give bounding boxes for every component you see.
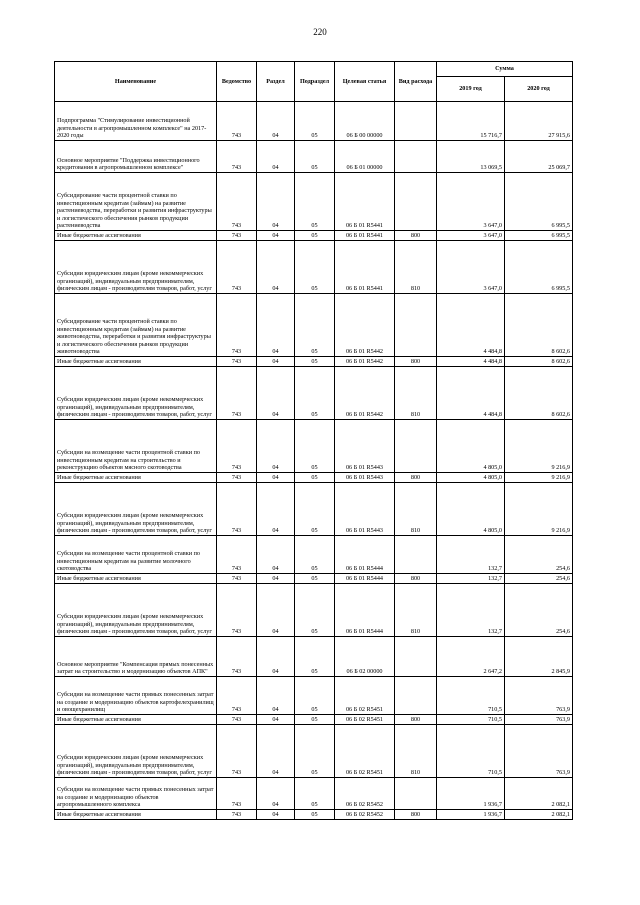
row-2020: 25 069,7: [505, 141, 573, 173]
row-subsection: 05: [295, 102, 335, 141]
row-name: Субсидирование части процентной ставки по инвестиционным кредитам (займам) на развитие животноводства, переработки и развития инфраструктуры и логистического обеспечения рынков продукции животноводства: [55, 294, 217, 357]
row-2019: 13 069,5: [437, 141, 505, 173]
row-dept: 743: [217, 637, 257, 677]
row-section: 04: [257, 141, 295, 173]
row-section: 04: [257, 420, 295, 473]
row-2020: 763,9: [505, 725, 573, 778]
row-2020: 9 216,9: [505, 473, 573, 483]
header-2019: 2019 год: [437, 77, 505, 102]
row-section: 04: [257, 231, 295, 241]
row-name: Субсидии на возмещение части прямых понесенных затрат на создание и модернизацию объектов агропромышленного комплекса: [55, 778, 217, 810]
row-2020: 6 995,5: [505, 231, 573, 241]
row-expense: [395, 778, 437, 810]
row-expense: [395, 536, 437, 574]
row-section: 04: [257, 536, 295, 574]
row-2020: 254,6: [505, 574, 573, 584]
row-2020: 254,6: [505, 584, 573, 637]
row-subsection: 05: [295, 483, 335, 536]
row-name: Субсидии юридическим лицам (кроме некоммерческих организаций), индивидуальным предпринимателям, физическим лицам - производителям товаров, работ, услуг: [55, 584, 217, 637]
row-section: 04: [257, 725, 295, 778]
row-dept: 743: [217, 778, 257, 810]
row-2019: 132,7: [437, 536, 505, 574]
row-subsection: 05: [295, 584, 335, 637]
row-2019: 4 484,8: [437, 294, 505, 357]
row-target: 06 Б 01 R5443: [335, 473, 395, 483]
row-expense: 800: [395, 473, 437, 483]
row-subsection: 05: [295, 778, 335, 810]
budget-table: [54, 61, 573, 820]
row-dept: 743: [217, 241, 257, 294]
row-2019: 1 936,7: [437, 810, 505, 820]
row-dept: 743: [217, 584, 257, 637]
row-expense: 800: [395, 715, 437, 725]
row-expense: [395, 173, 437, 231]
row-2019: 4 484,8: [437, 357, 505, 367]
row-name: Иные бюджетные ассигнования: [55, 357, 217, 367]
row-expense: 810: [395, 483, 437, 536]
row-name: Иные бюджетные ассигнования: [55, 473, 217, 483]
row-subsection: 05: [295, 241, 335, 294]
header-target: Целевая статья: [335, 62, 395, 102]
row-dept: 743: [217, 294, 257, 357]
row-expense: [395, 294, 437, 357]
row-name: Субсидирование части процентной ставки по инвестиционным кредитам (займам) на развитие растениеводства, переработки и развития инфраструктуры и логистического обеспечения рынков продукции растениеводства: [55, 173, 217, 231]
row-2019: 15 716,7: [437, 102, 505, 141]
page-number: 220: [313, 27, 327, 37]
row-dept: 743: [217, 483, 257, 536]
row-dept: 743: [217, 574, 257, 584]
row-2020: 9 216,9: [505, 420, 573, 473]
row-2020: 763,9: [505, 715, 573, 725]
row-subsection: 05: [295, 231, 335, 241]
row-2019: 4 805,0: [437, 420, 505, 473]
row-expense: 800: [395, 574, 437, 584]
row-section: 04: [257, 473, 295, 483]
row-subsection: 05: [295, 810, 335, 820]
row-section: 04: [257, 637, 295, 677]
row-dept: 743: [217, 715, 257, 725]
row-2019: 3 647,0: [437, 173, 505, 231]
row-dept: 743: [217, 677, 257, 715]
row-dept: 743: [217, 536, 257, 574]
row-name: Подпрограмма "Стимулирование инвестиционной деятельности в агропромышленном комплексе" на 2017-2020 годы: [55, 102, 217, 141]
row-target: 06 Б 00 00000: [335, 102, 395, 141]
row-target: 06 Б 01 R5442: [335, 367, 395, 420]
row-2020: 6 995,5: [505, 241, 573, 294]
row-2020: 8 602,6: [505, 367, 573, 420]
row-2019: 3 647,0: [437, 241, 505, 294]
row-2020: 9 216,9: [505, 483, 573, 536]
row-subsection: 05: [295, 473, 335, 483]
row-2020: 8 602,6: [505, 357, 573, 367]
row-target: 06 Б 01 R5442: [335, 294, 395, 357]
row-dept: 743: [217, 102, 257, 141]
row-target: 06 Б 01 R5443: [335, 483, 395, 536]
row-subsection: 05: [295, 420, 335, 473]
row-section: 04: [257, 677, 295, 715]
row-section: 04: [257, 584, 295, 637]
row-section: 04: [257, 294, 295, 357]
row-expense: 800: [395, 810, 437, 820]
row-target: 06 Б 01 R5441: [335, 173, 395, 231]
row-target: 06 Б 01 R5441: [335, 231, 395, 241]
row-section: 04: [257, 715, 295, 725]
row-dept: 743: [217, 810, 257, 820]
row-name: Иные бюджетные ассигнования: [55, 810, 217, 820]
row-name: Субсидии юридическим лицам (кроме некоммерческих организаций), индивидуальным предпринимателям, физическим лицам - производителям товаров, работ, услуг: [55, 367, 217, 420]
row-subsection: 05: [295, 536, 335, 574]
row-subsection: 05: [295, 294, 335, 357]
row-name: Субсидии юридическим лицам (кроме некоммерческих организаций), индивидуальным предпринимателям, физическим лицам - производителям товаров, работ, услуг: [55, 241, 217, 294]
row-2019: 4 805,0: [437, 483, 505, 536]
row-2019: 132,7: [437, 574, 505, 584]
row-2020: 27 915,6: [505, 102, 573, 141]
row-expense: [395, 102, 437, 141]
header-expense: Вид расхода: [395, 62, 437, 102]
row-subsection: 05: [295, 173, 335, 231]
row-expense: [395, 420, 437, 473]
row-name: Субсидии на возмещение части процентной ставки по инвестиционным кредитам на строительство и реконструкцию объектов мясного скотоводства: [55, 420, 217, 473]
row-name: Субсидии юридическим лицам (кроме некоммерческих организаций), индивидуальным предпринимателям, физическим лицам - производителям товаров, работ, услуг: [55, 483, 217, 536]
row-2020: 2 082,1: [505, 778, 573, 810]
row-target: 06 Б 01 R5443: [335, 420, 395, 473]
row-section: 04: [257, 241, 295, 294]
row-dept: 743: [217, 420, 257, 473]
row-2019: 710,5: [437, 725, 505, 778]
row-2020: 254,6: [505, 536, 573, 574]
row-2019: 710,5: [437, 677, 505, 715]
row-subsection: 05: [295, 141, 335, 173]
row-target: 06 Б 02 R5452: [335, 778, 395, 810]
row-expense: 810: [395, 584, 437, 637]
row-name: Иные бюджетные ассигнования: [55, 574, 217, 584]
row-2019: 4 484,8: [437, 367, 505, 420]
row-2019: 3 647,0: [437, 231, 505, 241]
row-expense: 810: [395, 725, 437, 778]
row-expense: 800: [395, 357, 437, 367]
row-dept: 743: [217, 173, 257, 231]
row-name: Основное мероприятие "Поддержка инвестиционного кредитования в агропромышленном комплексе": [55, 141, 217, 173]
row-section: 04: [257, 173, 295, 231]
row-dept: 743: [217, 357, 257, 367]
row-expense: [395, 677, 437, 715]
row-target: 06 Б 02 R5451: [335, 677, 395, 715]
row-section: 04: [257, 574, 295, 584]
row-target: 06 Б 01 R5441: [335, 241, 395, 294]
row-2020: 763,9: [505, 677, 573, 715]
row-2020: 6 995,5: [505, 173, 573, 231]
row-name: Субсидии на возмещение части прямых понесенных затрат на создание и модернизацию объектов картофелехранилищ и овощехранилищ: [55, 677, 217, 715]
header-subsection: Подраздел: [295, 62, 335, 102]
row-expense: 800: [395, 231, 437, 241]
row-2019: 132,7: [437, 584, 505, 637]
row-2020: 2 082,1: [505, 810, 573, 820]
row-subsection: 05: [295, 715, 335, 725]
row-target: 06 Б 01 R5442: [335, 357, 395, 367]
row-subsection: 05: [295, 357, 335, 367]
row-subsection: 05: [295, 677, 335, 715]
row-expense: [395, 141, 437, 173]
row-target: 06 Б 01 R5444: [335, 574, 395, 584]
row-target: 06 Б 01 R5444: [335, 584, 395, 637]
row-target: 06 Б 01 00000: [335, 141, 395, 173]
row-2019: 710,5: [437, 715, 505, 725]
row-target: 06 Б 02 R5451: [335, 725, 395, 778]
row-section: 04: [257, 483, 295, 536]
row-dept: 743: [217, 141, 257, 173]
row-section: 04: [257, 102, 295, 141]
header-section: Раздел: [257, 62, 295, 102]
row-2019: 4 805,0: [437, 473, 505, 483]
header-name: Наименование: [55, 62, 217, 102]
row-target: 06 Б 02 R5452: [335, 810, 395, 820]
row-subsection: 05: [295, 367, 335, 420]
row-target: 06 Б 02 00000: [335, 637, 395, 677]
row-name: Иные бюджетные ассигнования: [55, 715, 217, 725]
row-dept: 743: [217, 367, 257, 420]
row-section: 04: [257, 357, 295, 367]
row-section: 04: [257, 810, 295, 820]
row-expense: [395, 637, 437, 677]
row-expense: 810: [395, 241, 437, 294]
row-subsection: 05: [295, 725, 335, 778]
row-section: 04: [257, 367, 295, 420]
row-expense: 810: [395, 367, 437, 420]
row-2019: 1 936,7: [437, 778, 505, 810]
row-dept: 743: [217, 725, 257, 778]
header-dept: Ведомство: [217, 62, 257, 102]
header-sum: Сумма: [437, 62, 573, 77]
row-section: 04: [257, 778, 295, 810]
row-name: Субсидии юридическим лицам (кроме некоммерческих организаций), индивидуальным предпринимателям, физическим лицам - производителям товаров, работ, услуг: [55, 725, 217, 778]
row-dept: 743: [217, 231, 257, 241]
row-2020: 2 845,9: [505, 637, 573, 677]
row-dept: 743: [217, 473, 257, 483]
header-2020: 2020 год: [505, 77, 573, 102]
row-subsection: 05: [295, 637, 335, 677]
row-subsection: 05: [295, 574, 335, 584]
row-target: 06 Б 02 R5451: [335, 715, 395, 725]
row-2020: 8 602,6: [505, 294, 573, 357]
row-2019: 2 647,2: [437, 637, 505, 677]
row-name: Субсидии на возмещение части процентной ставки по инвестиционным кредитам на развитие молочного скотоводства: [55, 536, 217, 574]
row-name: Иные бюджетные ассигнования: [55, 231, 217, 241]
row-target: 06 Б 01 R5444: [335, 536, 395, 574]
row-name: Основное мероприятие "Компенсация прямых понесенных затрат на строительство и модернизацию объектов АПК": [55, 637, 217, 677]
